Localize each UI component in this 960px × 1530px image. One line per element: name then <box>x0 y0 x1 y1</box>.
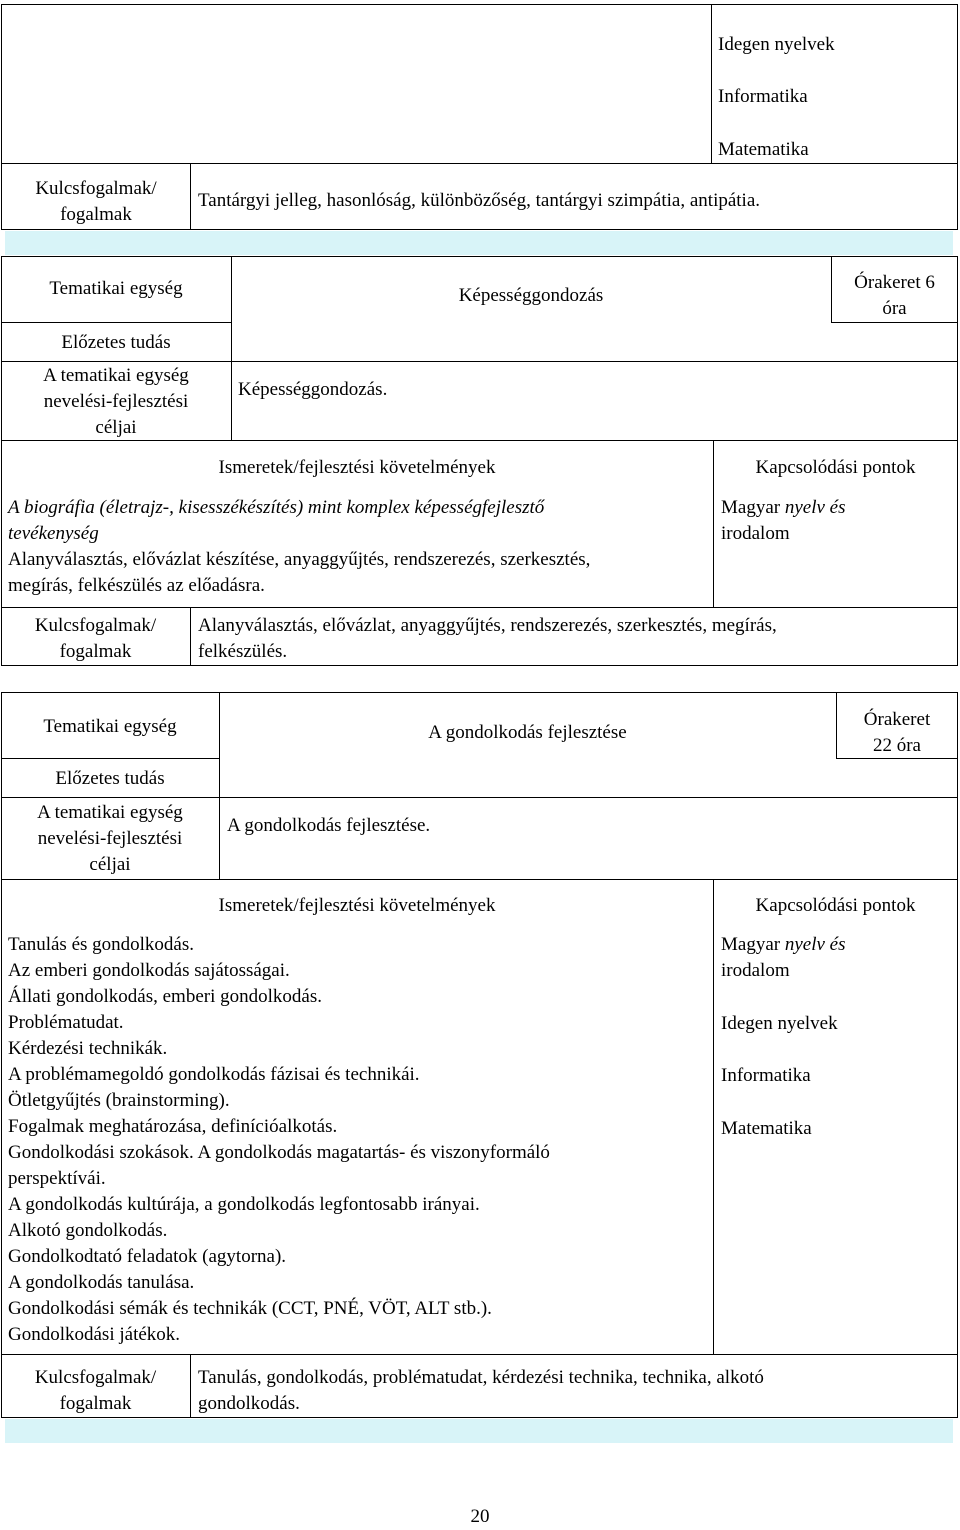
unit1-ismeretek-header: Ismeretek/fejlesztési követelmények <box>218 457 496 478</box>
unit1-kapcs-header: Kapcsolódási pontok <box>755 457 916 478</box>
unit2-content <box>8 932 550 1348</box>
unit2-orakeret: Órakeret 22 óra <box>863 709 931 756</box>
unit1-orakeret: Órakeret 6 óra <box>854 272 935 319</box>
content-line: Ötletgyűjtés (brainstorming). <box>8 1090 230 1111</box>
unit2-kapcs: Magyar nyelv és irodalom Idegen nyelvek Informatika Matematika <box>721 932 846 984</box>
top-link-2: Matematika <box>718 139 809 160</box>
unit2-celjai-text: A gondolkodás fejlesztése. <box>227 815 431 836</box>
top-link-0: Idegen nyelvek <box>718 34 835 55</box>
unit2-kapcs-link-0: Idegen nyelvek <box>721 1013 838 1034</box>
bottom-band <box>5 1419 953 1443</box>
unit1-kulcs-text: Alanyválasztás, elővázlat, anyaggyűjtés, rendszerezés, szerkesztés, megírás, felkészülés. <box>198 615 777 662</box>
top-kulcs-label: Kulcsfogalmak/ fogalmak <box>35 178 157 225</box>
top-link-1: Informatika <box>718 86 808 107</box>
unit2-kulcs-label: Kulcsfogalmak/ fogalmak <box>34 1367 157 1414</box>
unit2-kapcs-link-1: Informatika <box>721 1065 811 1086</box>
page-number: 20 <box>470 1506 490 1527</box>
content-line: Állati gondolkodás, emberi gondolkodás. <box>8 986 322 1007</box>
unit1-celjai-text: Képességgondozás. <box>238 379 388 400</box>
unit1-tematikai-label: Tematikai egység <box>49 278 183 299</box>
content-line: Tanulás és gondolkodás. <box>8 934 195 955</box>
top-kulcs-text: Tantárgyi jelleg, hasonlóság, különbözőség, tantárgyi szimpátia, antipátia. <box>198 190 761 211</box>
content-line: Problématudat. <box>8 1012 124 1033</box>
content-line: A problémamegoldó gondolkodás fázisai és technikái. <box>8 1064 420 1085</box>
content-line: Alkotó gondolkodás. <box>8 1220 168 1241</box>
unit2-ismeretek-header: Ismeretek/fejlesztési követelmények <box>218 895 496 916</box>
top-band <box>5 231 953 255</box>
unit1-kapcs: Magyar nyelv és irodalom <box>721 497 846 544</box>
content-line: Kérdezési technikák. <box>8 1038 168 1059</box>
unit2-elozetes-label: Előzetes tudás <box>55 768 165 789</box>
content-line: A gondolkodás tanulása. <box>8 1272 195 1293</box>
unit1-celjai-label: A tematikai egység nevelési-fejlesztési céljai <box>43 365 189 438</box>
content-line: Gondolkodási sémák és technikák (CCT, PNÉ, VÖT, ALT stb.). <box>8 1298 492 1319</box>
unit2-kulcs-text: Tanulás, gondolkodás, problématudat, kérdezési technika, technika, alkotó gondolkodás. <box>198 1367 764 1414</box>
content-line: Az emberi gondolkodás sajátosságai. <box>8 960 290 981</box>
unit1-content: A biográfia (életrajz-, kisesszékészítés) mint komplex képességfejlesztő tevékenység Alanyválasztás, elővázlat készítése, anyaggyűjtés, rendszerezés, szerkesztés, megírás, felkészülés az előadásra. <box>8 497 591 596</box>
unit1-elozetes-label: Előzetes tudás <box>61 332 171 353</box>
unit1-kulcs-label: Kulcsfogalmak/ fogalmak <box>34 615 157 662</box>
unit2-kapcs-header: Kapcsolódási pontok <box>755 895 916 916</box>
content-line: Gondolkodtató feladatok (agytorna). <box>8 1246 287 1267</box>
unit2-title: A gondolkodás fejlesztése <box>428 722 627 743</box>
unit2-tematikai-label: Tematikai egység <box>43 716 177 737</box>
content-line: A gondolkodás kultúrája, a gondolkodás legfontosabb irányai. <box>8 1194 480 1215</box>
top-empty-cell <box>1 4 712 164</box>
content-line: perspektívái. <box>8 1168 106 1189</box>
unit2-kapcs-link-2: Matematika <box>721 1118 812 1139</box>
unit1-title: Képességgondozás <box>458 285 604 306</box>
content-line: Gondolkodási játékok. <box>8 1324 181 1345</box>
content-line: Gondolkodási szokások. A gondolkodás magatartás- és viszonyformáló <box>8 1142 550 1163</box>
unit2-celjai-label: A tematikai egység nevelési-fejlesztési céljai <box>37 802 183 875</box>
content-line: Fogalmak meghatározása, definícióalkotás. <box>8 1116 338 1137</box>
